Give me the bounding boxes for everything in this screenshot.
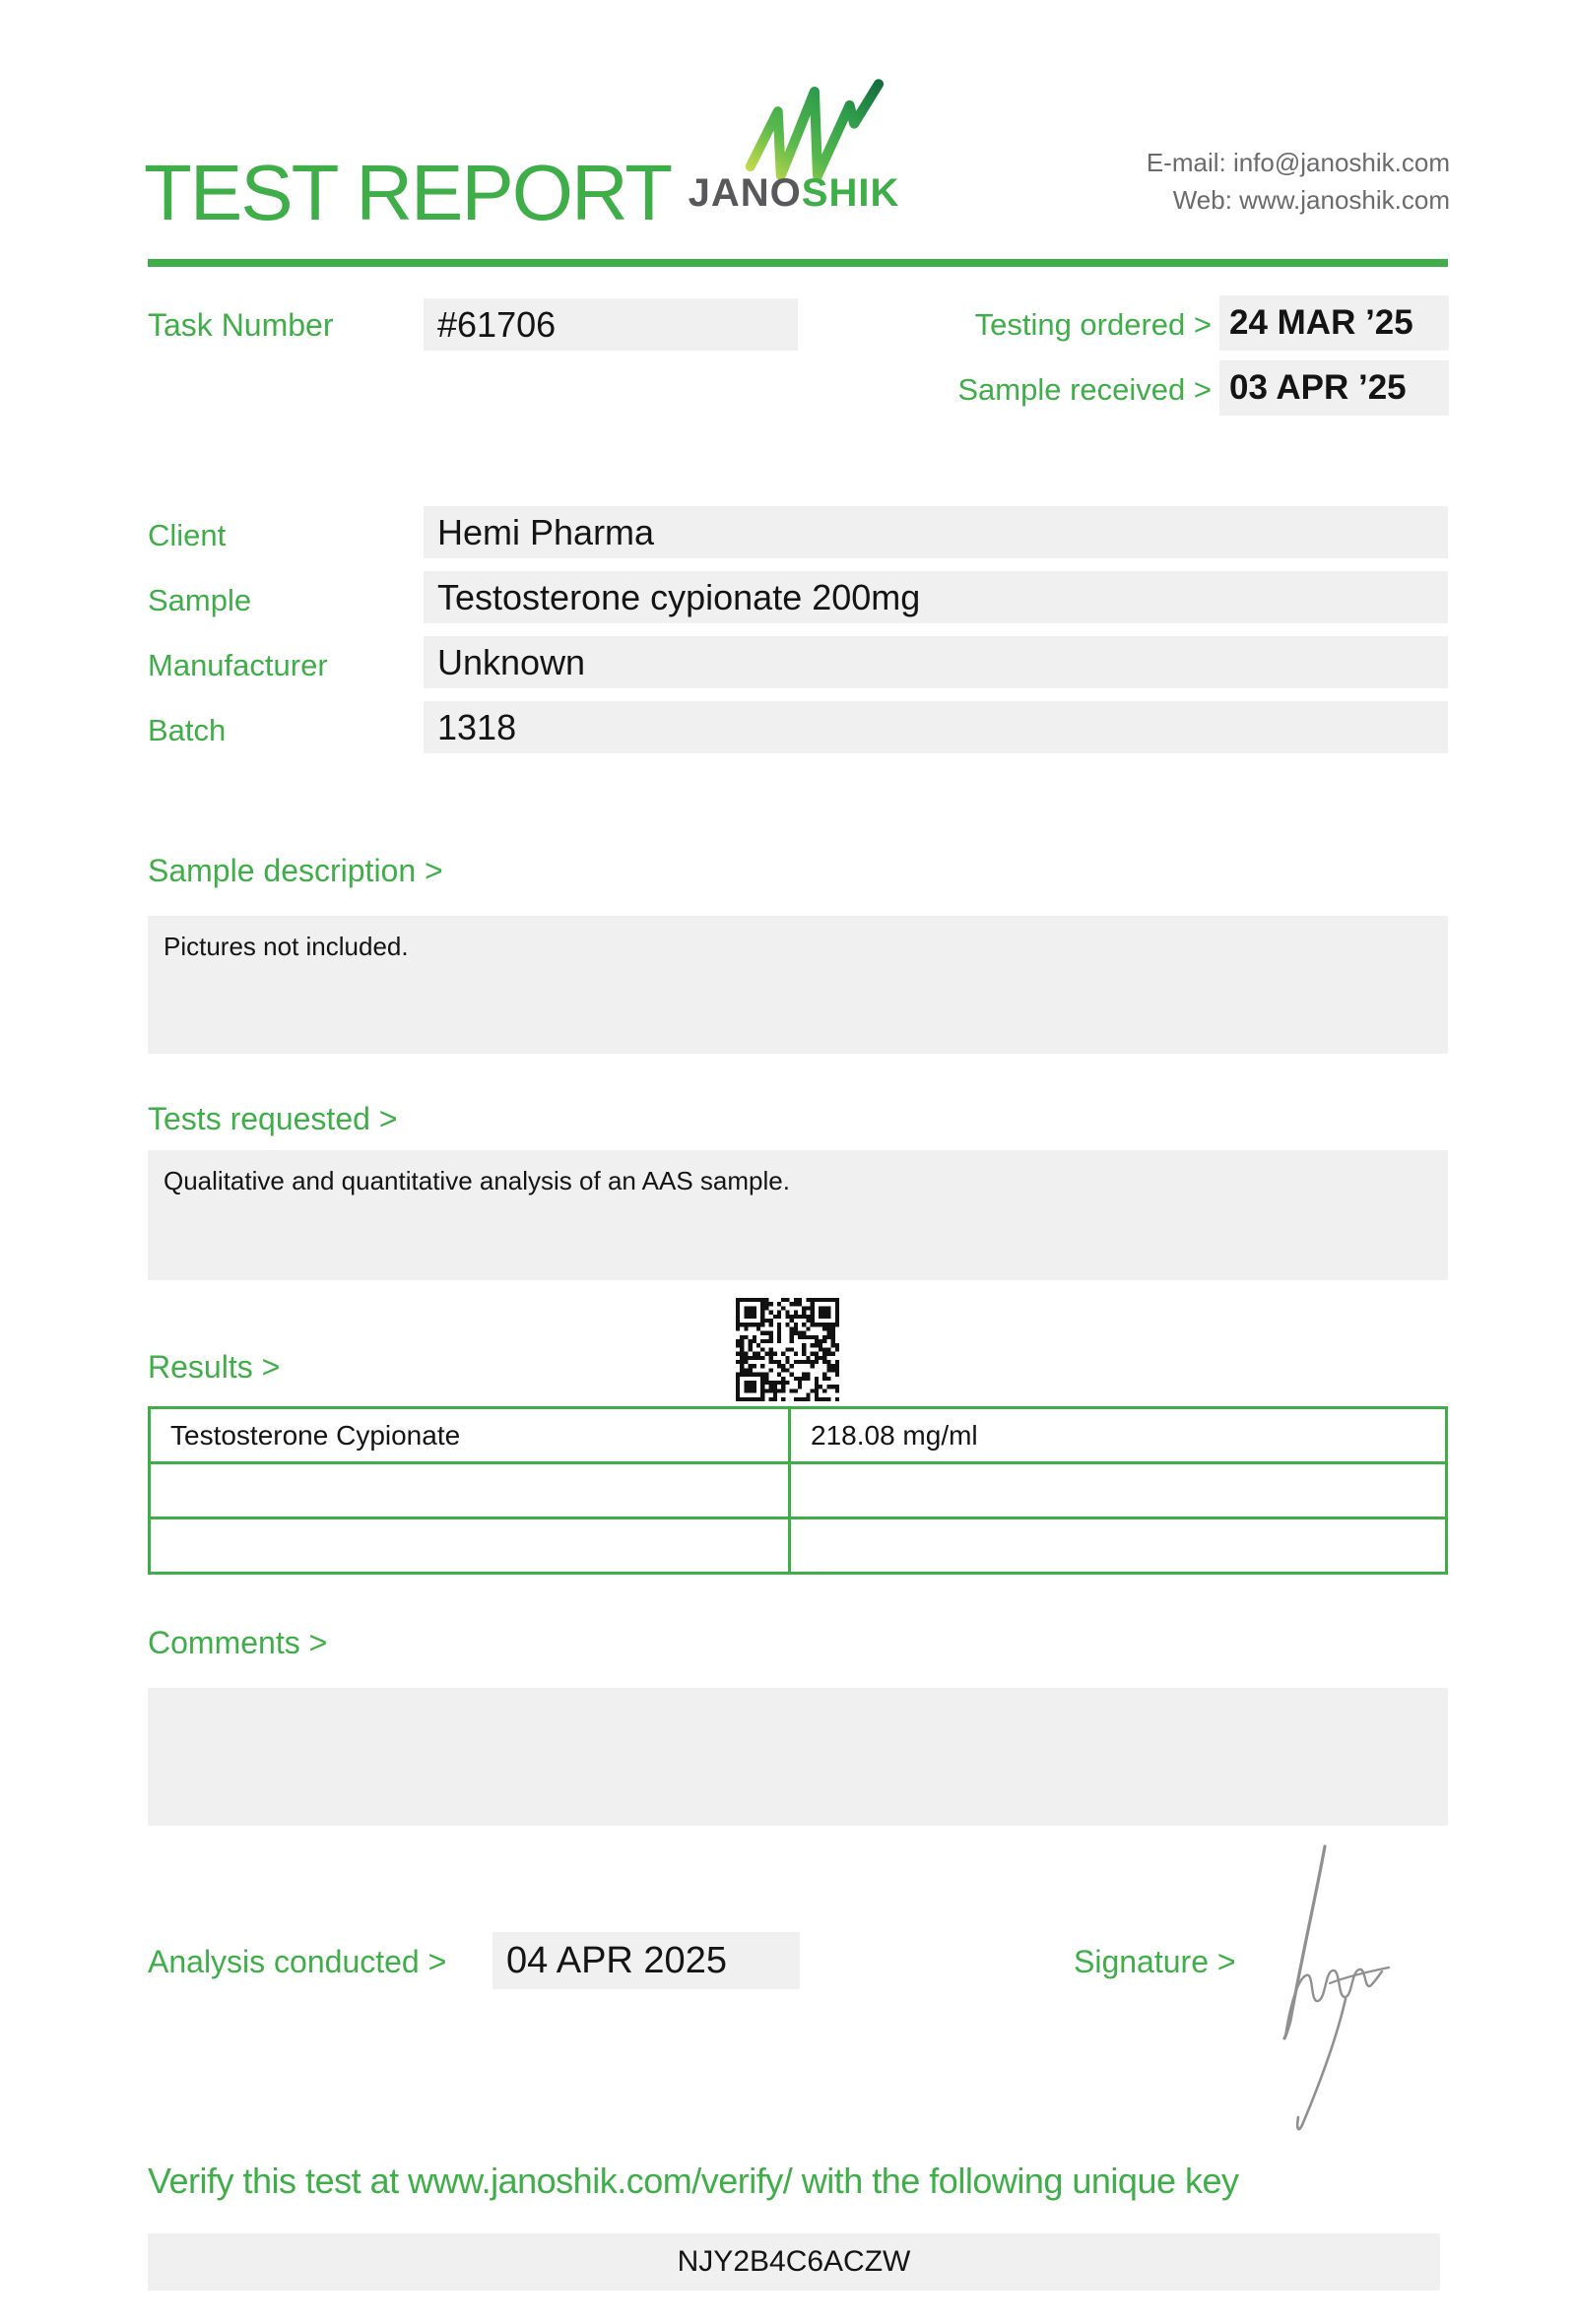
sample-label: Sample: [148, 583, 252, 617]
sample-description-text: Pictures not included.: [164, 932, 409, 961]
sample-value: Testosterone cypionate 200mg: [424, 571, 1448, 623]
contact-block: [1147, 144, 1450, 219]
signature-image: [1261, 1830, 1438, 2145]
sample-description-box: [148, 916, 1448, 1054]
result-analyte: [150, 1518, 790, 1574]
comments-heading: Comments >: [148, 1625, 328, 1660]
comments-box: [148, 1688, 1448, 1826]
table-row: [150, 1463, 1447, 1518]
result-value: 218.08 mg/ml: [790, 1408, 1447, 1463]
task-number-value: #61706: [424, 298, 798, 351]
testing-ordered-date: 24 MAR ’25: [1219, 295, 1449, 351]
testing-ordered-label: Testing ordered >: [974, 307, 1212, 342]
logo-wordmark: [678, 171, 910, 216]
qr-code-icon: [736, 1298, 839, 1401]
sample-received-date: 03 APR ’25: [1219, 360, 1449, 416]
logo-text-primary: JANO: [688, 171, 802, 215]
table-row: [150, 1408, 1447, 1463]
result-analyte: [150, 1463, 790, 1518]
analysis-conducted-date: 04 APR 2025: [492, 1932, 800, 1989]
contact-email: E-mail: info@janoshik.com: [1146, 148, 1450, 177]
manufacturer-label: Manufacturer: [148, 648, 328, 682]
result-value: [790, 1518, 1447, 1574]
batch-value: 1318: [424, 701, 1448, 753]
tests-requested-text: Qualitative and quantitative analysis of an AAS sample.: [164, 1166, 790, 1195]
sample-received-label: Sample received >: [957, 372, 1212, 407]
manufacturer-value: Unknown: [424, 636, 1448, 688]
contact-web: Web: www.janoshik.com: [1172, 185, 1450, 215]
tests-requested-heading: Tests requested >: [148, 1101, 398, 1136]
task-number-label: Task Number: [148, 307, 334, 343]
logo-text-accent: SHIK: [801, 171, 900, 215]
table-row: [150, 1518, 1447, 1574]
unique-key: NJY2B4C6ACZW: [148, 2233, 1440, 2291]
results-heading: Results >: [148, 1349, 281, 1385]
result-analyte: Testosterone Cypionate: [150, 1408, 790, 1463]
verify-instruction: Verify this test at www.janoshik.com/verify/ with the following unique key: [148, 2161, 1239, 2201]
header-divider: [148, 259, 1448, 267]
client-value: Hemi Pharma: [424, 506, 1448, 558]
results-table: [148, 1406, 1448, 1575]
batch-label: Batch: [148, 713, 227, 747]
analysis-conducted-label: Analysis conducted >: [148, 1944, 447, 1979]
client-label: Client: [148, 518, 227, 552]
result-value: [790, 1463, 1447, 1518]
tests-requested-box: [148, 1150, 1448, 1280]
sample-description-heading: Sample description >: [148, 853, 443, 888]
signature-label: Signature >: [1074, 1944, 1236, 1979]
page-title: TEST REPORT: [144, 149, 672, 236]
